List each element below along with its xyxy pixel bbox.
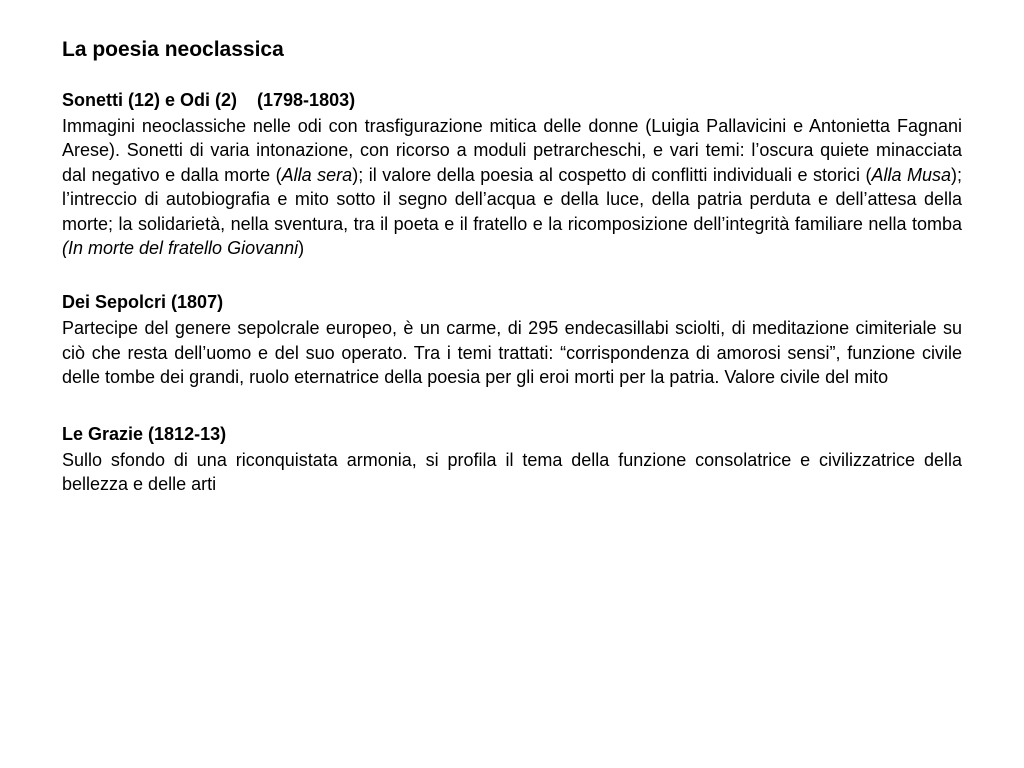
work-title-alla-sera: Alla sera [281,164,353,185]
section-heading-sonetti: Sonetti (12) e Odi (2) (1798-1803) [62,90,356,110]
section-body-sonetti [62,114,962,260]
work-title-in-morte-del-fratello: (In morte del fratello Giovanni [62,238,299,259]
body-text: ); l’intreccio di autobiografia e mito sotto il segno dell’acqua e della luce, della patria perduta e dell’attesa della morte; la solidarietà, nella sventura, tra il poeta e il fratello e la ricomposizione dell’integrità familiare nella tomba [62,164,963,234]
section-heading-grazie: Le Grazie (1812-13) [62,423,227,444]
body-text: ) [298,238,305,259]
section-body-grazie: Sullo sfondo di una riconquistata armonia, si profila il tema della funzione consolatrice e civilizzatrice della bellezza e delle arti [62,449,962,495]
slide-content [62,36,962,496]
section-heading-sepolcri: Dei Sepolcri (1807) [62,292,224,313]
page-title: La poesia neoclassica [62,38,284,61]
section-body-sepolcri: Partecipe del genere sepolcrale europeo, è un carme, di 295 endecasillabi sciolti, di meditazione cimiteriale su ciò che resta dell’uomo e del suo operato. Tra i temi trattati: “corrispondenza di amorosi sensi”, funzione civile delle tombe dei grandi, ruolo eternatrice della poesia per gli eroi morti per la patria. Valore civile del mito [62,318,962,388]
section-sonetti [62,88,962,260]
body-text: Immagini neoclassiche nelle odi con trasfigurazione mitica delle donne (Luigia Pallavicini e Antonietta Fagnani Arese). Sonetti di varia intonazione, con ricorso a moduli petrarcheschi, e vari temi: l’oscura quiete minacciata dal negativo e dalla morte ( [62,116,962,185]
section-grazie [62,422,962,497]
section-sepolcri [62,290,962,389]
work-title-alla-musa: Alla Musa [871,164,952,185]
body-text: ); il valore della poesia al cospetto di conflitti individuali e storici ( [352,164,872,185]
